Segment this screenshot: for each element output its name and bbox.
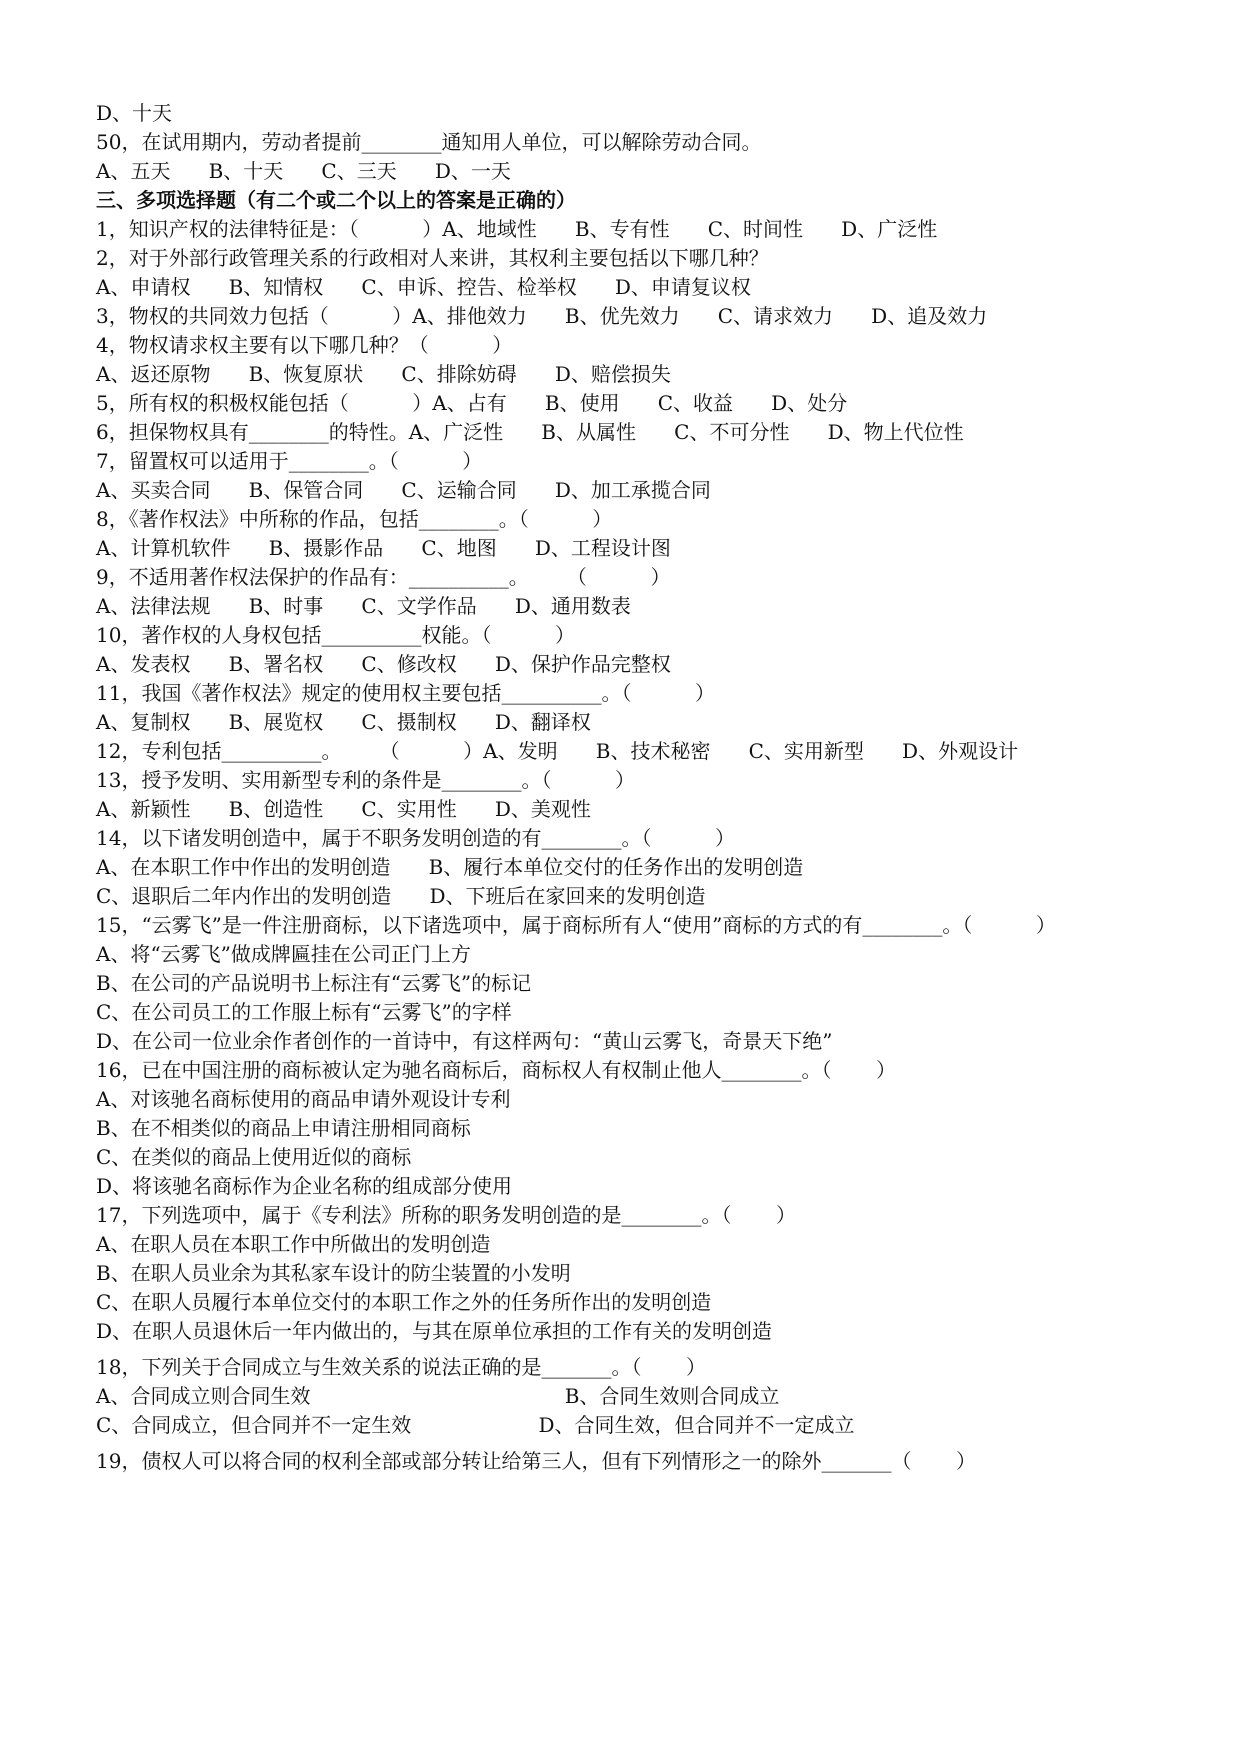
question-line: 2，对于外部行政管理关系的行政相对人来讲，其权利主要包括以下哪几种？ [96,246,769,270]
section-heading: 三、多项选择题（有二个或二个以上的答案是正确的） [96,188,576,212]
question-line: 15，“云雾飞”是一件注册商标，以下诸选项中，属于商标所有人“使用”商标的方式的有________。（ ） [96,913,1056,937]
question-line: 9，不适用著作权法保护的作品有：__________。 （ ） [96,565,671,589]
option-line: D、在公司一位业余作者创作的一首诗中，有这样两句：“黄山云雾飞，奇景天下绝” [96,1029,833,1053]
option-line: A、返还原物 B、恢复原状 C、排除妨碍 D、赔偿损失 [96,362,671,386]
question-line: 10，著作权的人身权包括__________权能。（ ） [96,623,576,647]
option-line: A、合同成立则合同生效 B、合同生效则合同成立 [96,1384,780,1408]
option-line: C、在类似的商品上使用近似的商标 [96,1145,412,1169]
question-line: 8，《著作权法》中所称的作品，包括________。（ ） [96,507,613,531]
question-line: 17，下列选项中，属于《专利法》所称的职务发明创造的是________。（ ） [96,1203,796,1227]
option-line: A、对该驰名商标使用的商品申请外观设计专利 [96,1087,511,1111]
option-line: B、在不相类似的商品上申请注册相同商标 [96,1116,471,1140]
question-line: 6，担保物权具有________的特性。A、广泛性 B、从属性 C、不可分性 D、物上代位性 [96,420,964,444]
option-line: A、申请权 B、知情权 C、申诉、控告、检举权 D、申请复议权 [96,275,751,299]
option-line: B、在公司的产品说明书上标注有“云雾飞”的标记 [96,971,532,995]
question-line: 16，已在中国注册的商标被认定为驰名商标后，商标权人有权制止他人________。（ ） [96,1058,896,1082]
option-line: C、合同成立，但合同并不一定生效 D、合同生效，但合同并不一定成立 [96,1413,855,1437]
question-line: 4，物权请求权主要有以下哪几种？（ ） [96,333,513,357]
question-line: 1，知识产权的法律特征是：（ ）A、地域性 B、专有性 C、时间性 D、广泛性 [96,217,938,241]
question-line: 50，在试用期内，劳动者提前________通知用人单位，可以解除劳动合同。 [96,130,762,154]
option-line: A、新颖性 B、创造性 C、实用性 D、美观性 [96,797,591,821]
option-line: C、在职人员履行本单位交付的本职工作之外的任务所作出的发明创造 [96,1290,712,1314]
option-line: D、将该驰名商标作为企业名称的组成部分使用 [96,1174,513,1198]
question-line: 3，物权的共同效力包括（ ）A、排他效力 B、优先效力 C、请求效力 D、追及效力 [96,304,988,328]
option-line: D、在职人员退休后一年内做出的，与其在原单位承担的工作有关的发明创造 [96,1319,773,1343]
option-line: B、在职人员业余为其私家车设计的防尘装置的小发明 [96,1261,571,1285]
option-line: C、退职后二年内作出的发明创造 D、下班后在家回来的发明创造 [96,884,706,908]
option-line: A、五天 B、十天 C、三天 D、一天 [96,159,511,183]
option-line: A、在本职工作中作出的发明创造 B、履行本单位交付的任务作出的发明创造 [96,855,804,879]
question-line: 7，留置权可以适用于________。（ ） [96,449,483,473]
question-line: 11，我国《著作权法》规定的使用权主要包括__________。（ ） [96,681,716,705]
option-line: A、法律法规 B、时事 C、文学作品 D、通用数表 [96,594,631,618]
question-line: 14，以下诸发明创造中，属于不职务发明创造的有________。（ ） [96,826,736,850]
option-line: C、在公司员工的工作服上标有“云雾飞”的字样 [96,1000,512,1024]
option-line: A、计算机软件 B、摄影作品 C、地图 D、工程设计图 [96,536,671,560]
option-line: A、发表权 B、署名权 C、修改权 D、保护作品完整权 [96,652,671,676]
question-line: 12，专利包括__________。 （ ）A、发明 B、技术秘密 C、实用新型 D、外观设计 [96,739,1019,763]
question-line: 5，所有权的积极权能包括（ ）A、占有 B、使用 C、收益 D、处分 [96,391,848,415]
option-line: D、十天 [96,101,173,125]
option-line: A、复制权 B、展览权 C、摄制权 D、翻译权 [96,710,591,734]
option-line: A、将“云雾飞”做成牌匾挂在公司正门上方 [96,942,471,966]
question-line: 18，下列关于合同成立与生效关系的说法正确的是_______。（ ） [96,1355,706,1379]
option-line: A、买卖合同 B、保管合同 C、运输合同 D、加工承揽合同 [96,478,711,502]
question-line: 13，授予发明、实用新型专利的条件是________。（ ） [96,768,636,792]
question-line: 19，债权人可以将合同的权利全部或部分转让给第三人，但有下列情形之一的除外_______（ ） [96,1449,976,1473]
option-line: A、在职人员在本职工作中所做出的发明创造 [96,1232,491,1256]
